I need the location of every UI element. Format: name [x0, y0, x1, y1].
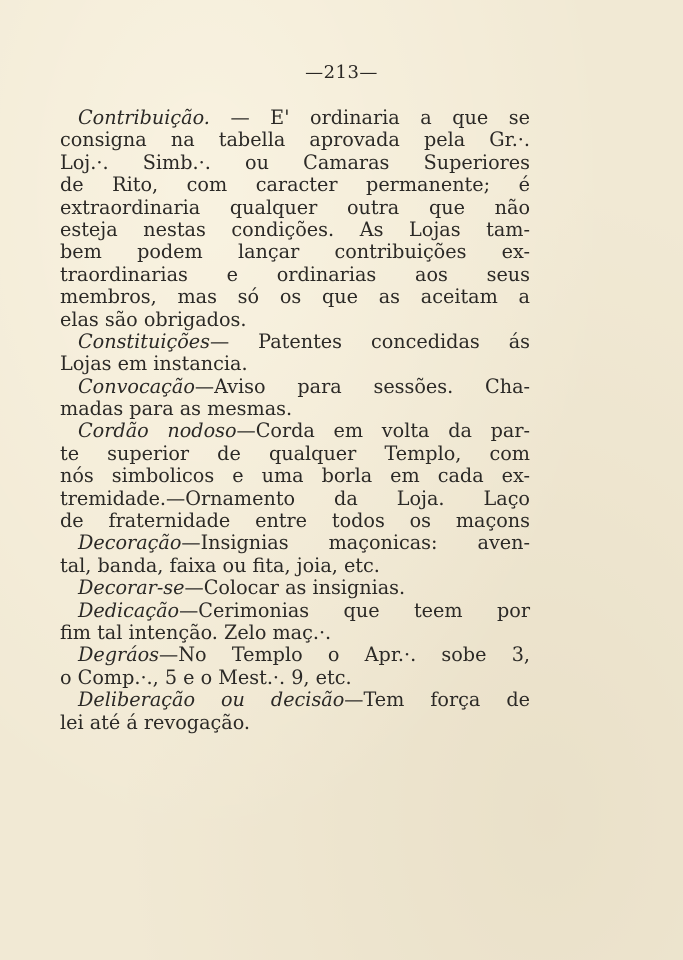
term-degraos: Degráos — [78, 643, 160, 667]
entry-degraos-line-2: o Comp.·., 5 e o Mest.·. 9, etc. — [60, 665, 352, 689]
entry-contribuicao-line-5: extraordinaria qualquer outra que não — [60, 195, 530, 219]
entry-contribuicao-line-7: bem podem lançar contribuições ex- — [60, 240, 530, 264]
term-cordao-nodoso: Cordão nodoso — [78, 419, 237, 443]
entry-contribuicao-line-2: consigna na tabella aprovada pela Gr.·. — [60, 128, 530, 152]
page-number: —213— — [305, 62, 378, 83]
entry-decoracao-line-1: Decoração—Insignias maçonicas: aven- — [78, 531, 530, 555]
entry-contribuicao-line-6: esteja nestas condições. As Lojas tam- — [60, 217, 530, 241]
term-decoracao: Decoração — [78, 531, 182, 555]
entry-contribuicao-line-3: Loj.·. Simb.·. ou Camaras Superiores — [60, 150, 530, 174]
entry-decoracao-line-2: tal, banda, faixa ou fita, joia, etc. — [60, 553, 380, 577]
entry-contribuicao-line-1: Contribuição. — E' ordinaria a que se — [78, 106, 530, 129]
glossary-text — [60, 107, 530, 734]
term-deliberacao: Deliberação ou decisão — [78, 688, 345, 712]
entry-contribuicao-line-8: traordinarias e ordinarias aos seus — [60, 262, 530, 286]
term-constituicoes: Constituições — [78, 329, 210, 353]
term-dedicacao: Dedicação — [78, 598, 180, 622]
entry-dedicacao-line-1: Dedicação—Cerimonias que teem por — [78, 598, 530, 622]
term-decorar-se: Decorar-se — [78, 576, 185, 600]
entry-cordao-line-4: tremidade.—Ornamento da Loja. Laço — [60, 486, 530, 510]
entry-convocacao-line-2: madas para as mesmas. — [60, 397, 293, 421]
entry-contribuicao-line-9: membros, mas só os que as aceitam a — [60, 285, 530, 309]
entry-dedicacao-line-2: fim tal intenção. Zelo maç.·. — [60, 620, 332, 644]
entry-deliberacao-line-2: lei até á revogação. — [60, 710, 251, 734]
entry-decorar-se-line-1: Decorar-se—Colocar as insignias. — [78, 576, 406, 600]
entry-contribuicao-line-4: de Rito, com caracter permanente; é — [60, 173, 530, 197]
entry-constituicoes-line-1: Constituições— Patentes concedidas ás — [78, 329, 530, 353]
entry-cordao-line-5: de fraternidade entre todos os maçons — [60, 509, 530, 533]
entry-cordao-line-3: nós simbolicos e uma borla em cada ex- — [60, 464, 530, 488]
entry-constituicoes-line-2: Lojas em instancia. — [60, 352, 248, 376]
entry-contribuicao-line-10: elas são obrigados. — [60, 307, 247, 331]
entry-deliberacao-line-1: Deliberação ou decisão—Tem força de — [78, 688, 530, 712]
entry-cordao-line-1: Cordão nodoso—Corda em volta da par- — [78, 419, 530, 443]
entry-degraos-line-1: Degráos—No Templo o Apr.·. sobe 3, — [78, 643, 530, 667]
entry-convocacao-line-1: Convocação—Aviso para sessões. Cha- — [78, 374, 530, 398]
entry-cordao-line-2: te superior de qualquer Templo, com — [60, 441, 530, 465]
term-contribuicao: Contribuição. — [78, 106, 210, 129]
term-convocacao: Convocação — [78, 374, 195, 398]
